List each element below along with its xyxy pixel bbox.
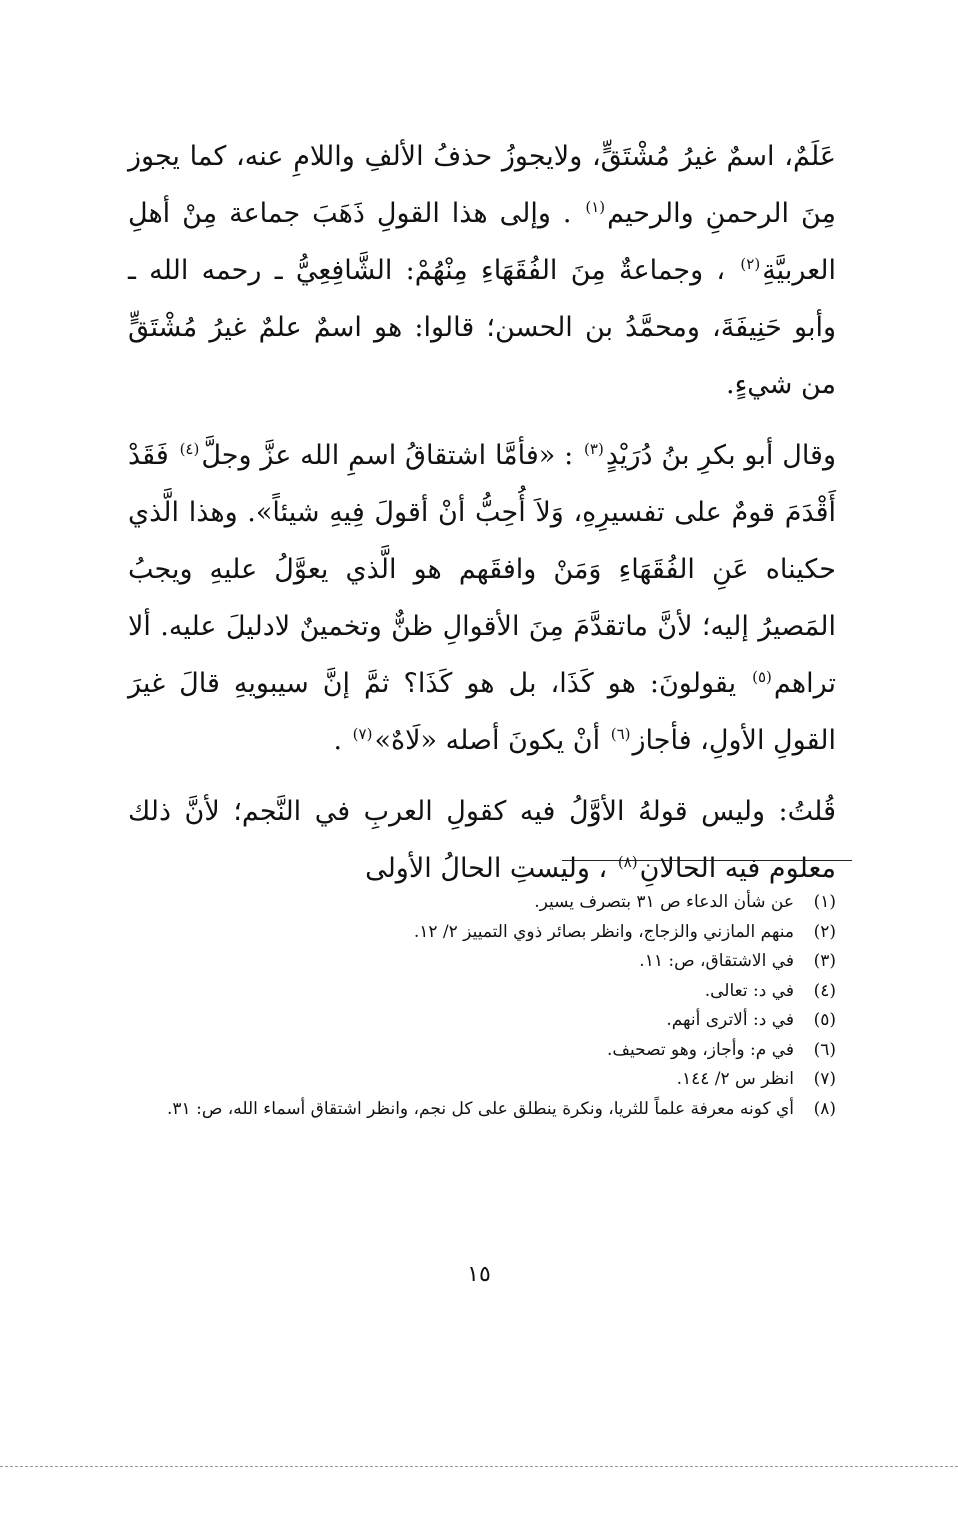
footnote-text: في م: وأجاز، وهو تصحيف. bbox=[606, 1039, 794, 1060]
footnote-7 bbox=[140, 1065, 836, 1095]
footnote-ref-8: (٨) bbox=[617, 853, 638, 871]
footnote-ref-1: (١) bbox=[585, 198, 606, 216]
footnote-ref-2: (٢) bbox=[740, 255, 761, 273]
footnote-text: في د: ألاترى أنهم. bbox=[666, 1010, 794, 1030]
text-segment: ، وجماعةٌ مِنَ الفُقَهَاءِ مِنْهُمْ: الشَّافِعِيُّ ـ رحمه الله ـ وأبو حَنِيفَةَ، ومحمَّدُ بن الحسن؛ قالوا: هو اسمٌ علمٌ غيرُ مُشْتَقٍّ من شيءٍ. bbox=[128, 255, 836, 400]
paragraph-3 bbox=[128, 783, 836, 897]
footnote-text: منهم المازني والزجاج، وانظر بصائر ذوي التمييز ٢/ ١٢. bbox=[413, 921, 794, 942]
footnote-number: (٦) bbox=[813, 1039, 836, 1060]
footnote-4 bbox=[140, 977, 836, 1007]
footnote-2 bbox=[140, 918, 836, 948]
text-segment: . bbox=[333, 725, 351, 756]
footnote-text: في الاشتقاق، ص: ١١. bbox=[639, 951, 794, 971]
footnote-number: (٧) bbox=[813, 1069, 836, 1089]
footnote-separator bbox=[562, 860, 852, 861]
paragraph-2 bbox=[128, 427, 836, 769]
text-segment: عَلَمٌ، اسمٌ غيرُ مُشْتَقٍّ، ولايجوزُ حذفُ الألفِ واللامِ عنه، كما يجوز مِنَ الرحمنِ والرحيم bbox=[128, 141, 836, 229]
footnote-ref-5: (٥) bbox=[752, 668, 772, 686]
footnote-8 bbox=[140, 1095, 836, 1125]
footnote-number: (٥) bbox=[813, 1010, 836, 1030]
text-segment: وقال أبو بكرِ بنُ دُرَيْدٍ bbox=[605, 440, 836, 471]
page-number: ١٥ bbox=[467, 1262, 491, 1287]
footnotes-list bbox=[140, 888, 836, 1124]
main-text bbox=[128, 128, 836, 897]
footnote-number: (١) bbox=[813, 892, 836, 912]
footnote-text: انظر س ٢/ ١٤٤. bbox=[676, 1069, 794, 1089]
footnote-ref-4: (٤) bbox=[179, 440, 200, 458]
footnote-5 bbox=[140, 1006, 836, 1036]
footnote-number: (٢) bbox=[813, 921, 836, 942]
text-segment: يقولونَ: هو كَذَا، بل هو كَذَا؟ ثمَّ إنَّ سيبويهِ قالَ غيرَ القولِ الأولِ، فأجاز bbox=[128, 668, 836, 756]
footnote-ref-7: (٧) bbox=[352, 725, 373, 743]
footnote-3 bbox=[140, 947, 836, 977]
footnote-number: (٨) bbox=[813, 1098, 836, 1119]
paragraph-1 bbox=[128, 128, 836, 413]
footnote-ref-3: (٣) bbox=[584, 440, 604, 458]
footnote-number: (٤) bbox=[813, 980, 836, 1001]
text-segment: فَقَدْ أَقْدَمَ قومٌ على تفسيرِهِ، وَلاَ أُحِبُّ أنْ أقولَ فِيهِ شيئاً». وهذا الَّذي حكيناه عَنِ الفُقَهَاءِ وَمَنْ وافقَهم هو الَّذي يعوَّلُ عليهِ ويجبُ المَصيرُ إليه؛ لأنَّ ماتقدَّمَ مِنَ الأقوالِ ظنٌّ وتخمينٌ لادليلَ عليه. ألا تراهم bbox=[128, 440, 836, 699]
text-segment: أنْ يكونَ أصله «لَاهٌ» bbox=[374, 725, 609, 756]
text-segment: قُلتُ: وليس قولهُ الأوَّلُ فيه كقولِ العربِ في النَّجم؛ لأنَّ ذلك معلوم فيه الحالانِ bbox=[128, 796, 836, 884]
footnote-text: في د: تعالى. bbox=[704, 980, 794, 1001]
text-segment: : «فأمَّا اشتقاقُ اسمِ الله عزَّ وجلَّ bbox=[201, 440, 583, 471]
footnote-text: عن شأن الدعاء ص ٣١ بتصرف يسير. bbox=[534, 892, 794, 912]
page-bottom-rule bbox=[0, 1466, 958, 1467]
text-segment: . وإلى هذا القولِ ذَهَبَ جماعة مِنْ أهلِ العربيَّةِ bbox=[128, 198, 836, 286]
footnote-6 bbox=[140, 1036, 836, 1066]
footnote-text: أي كونه معرفة علماً للثريا، ونكرة ينطلق على كل نجم، وانظر اشتقاق أسماء الله، ص: ٣١. bbox=[167, 1098, 794, 1119]
footnote-1 bbox=[140, 888, 836, 918]
footnote-ref-6: (٦) bbox=[610, 725, 631, 743]
text-segment: ، وليستِ الحالُ الأولى bbox=[365, 853, 616, 884]
footnote-number: (٣) bbox=[813, 951, 836, 971]
